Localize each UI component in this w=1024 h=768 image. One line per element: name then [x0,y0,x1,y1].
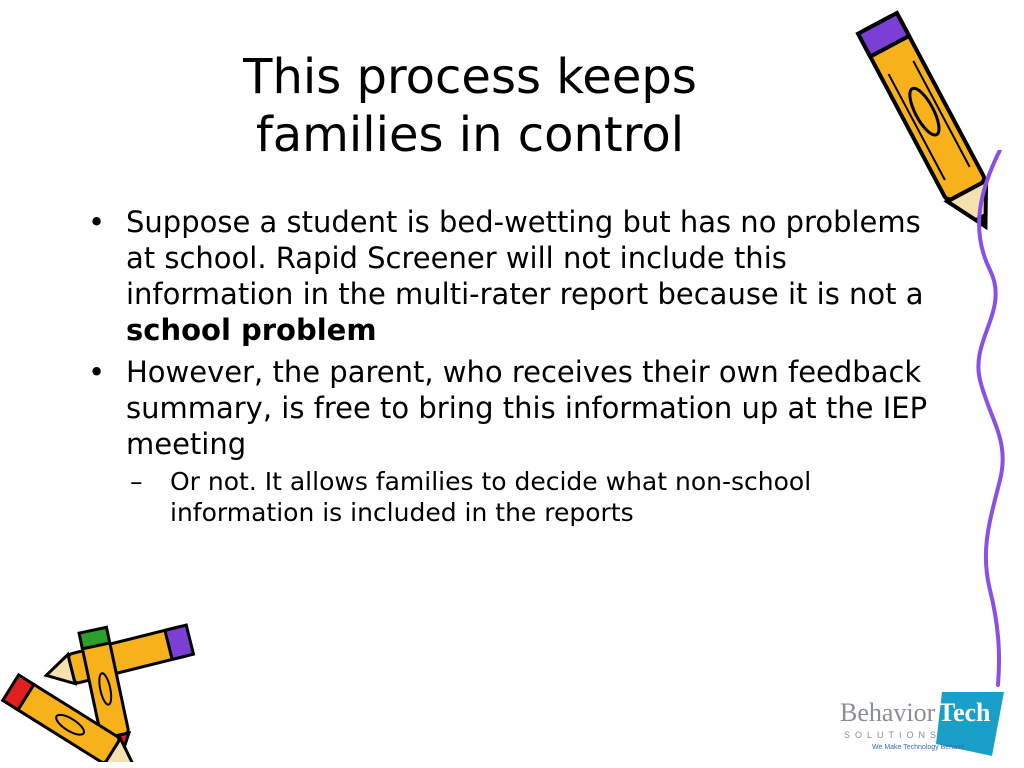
bullet-text: However, the parent, who receives their own feedback summary, is free to bring this information up at the IEP meeting [126,355,928,461]
behavior-tech-logo [840,684,1020,764]
logo-tagline: We Make Technology Behave [872,744,965,751]
bullet-list [84,204,944,534]
title-line-1: This process keeps [243,49,697,105]
logo-solutions: SOLUTIONS [844,730,942,740]
bullet-text: Suppose a student is bed-wetting but has no problems at school. Rapid Screener will not include this information in the multi-rater report because it is not a [126,205,924,311]
sub-bullet-item [124,466,944,528]
logo-word-tech: Tech [938,698,991,727]
sub-bullet-text: Or not. It allows families to decide what non-school information is included in the reports [170,467,812,527]
title-line-2: families in control [255,107,685,163]
sub-bullet-list [126,466,944,528]
sub-bullet-marker: – [130,467,143,496]
slide-title [150,48,790,164]
bullet-marker: • [88,355,106,389]
crayons-icon [0,612,210,762]
logo-word-behavior: Behavior [840,698,936,727]
bullet-item [84,354,944,528]
bullet-item [84,204,944,348]
squiggle-line [960,150,1024,690]
bullet-bold-text: school problem [126,313,377,347]
bullet-marker: • [88,205,106,239]
